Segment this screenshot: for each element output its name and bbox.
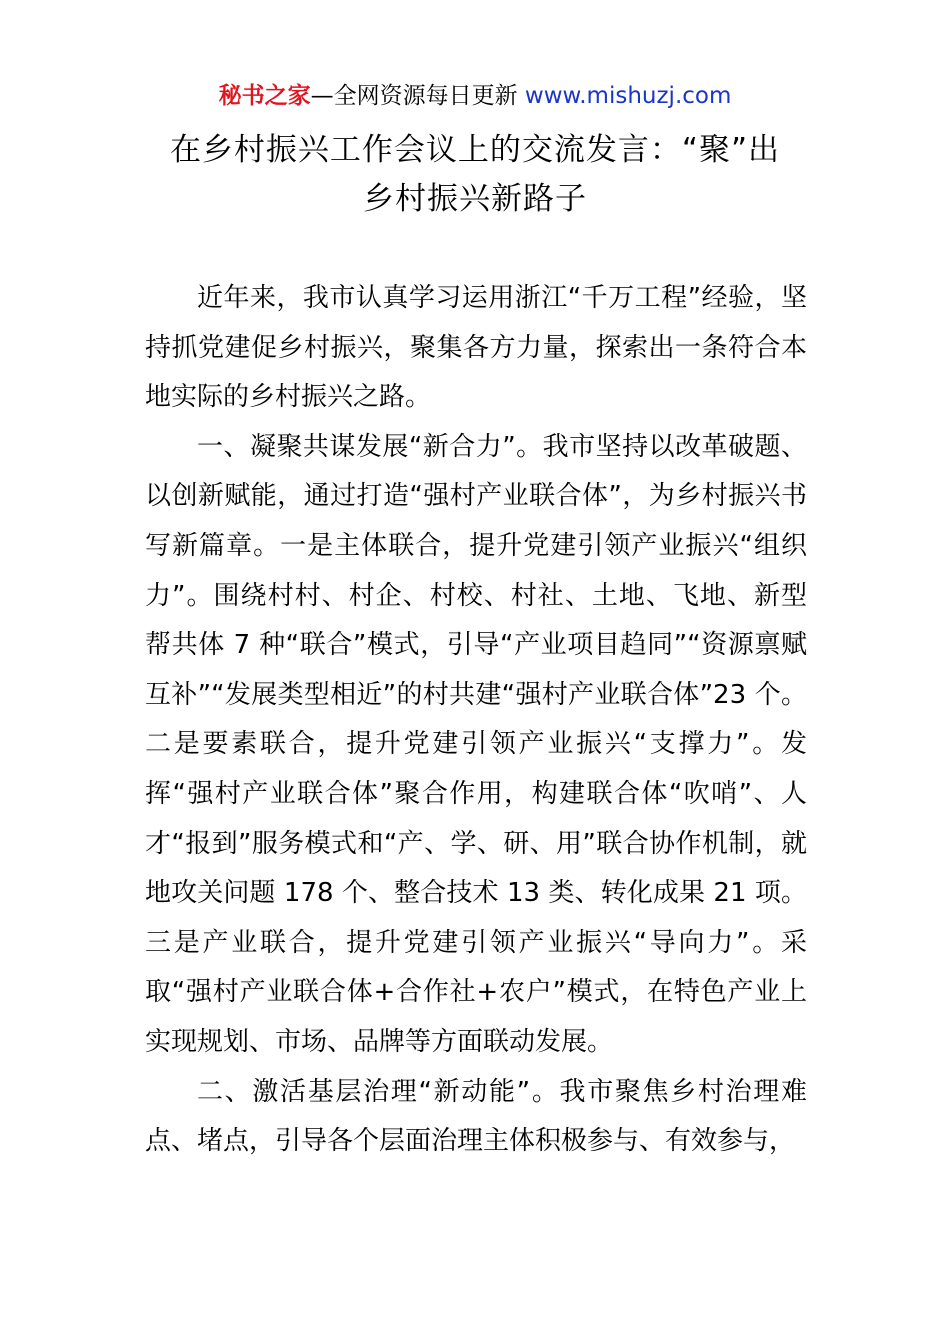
site-brand: 秘书之家 <box>218 83 311 109</box>
paragraph-section-1: 一、凝聚共谋发展“新合力”。我市坚持以改革破题、以创新赋能，通过打造“强村产业联合体”，为乡村振兴书写新篇章。一是主体联合，提升党建引领产业振兴“组织力”。围绕村村、村企、村校、村社、土地、飞地、新型帮共体 7 种“联合”模式，引导“产业项目趋同”“资源禀赋互补”“发展类型相近”的村共建“强村产业联合体”23 个。二是要素联合，提升党建引领产业振兴“支撑力”。发挥“强村产业联合体”聚合作用，构建联合体“吹哨”、人才“报到”服务模式和“产、学、研、用”联合协作机制，就地攻关问题 178 个、整合技术 13 类、转化成果 21 项。三是产业联合，提升党建引领产业振兴“导向力”。采取“强村产业联合体+合作社+农户”模式，在特色产业上实现规划、市场、品牌等方面联动发展。 <box>145 431 807 1057</box>
site-url-link[interactable]: www.mishuzj.com <box>524 83 732 109</box>
title-line-2: 乡村振兴新路子 <box>363 181 587 217</box>
paragraph-intro: 近年来，我市认真学习运用浙江“千万工程”经验，坚持抓党建促乡村振兴，聚集各方力量，探索出一条符合本地实际的乡村振兴之路。 <box>145 283 807 413</box>
document-body <box>145 274 807 1167</box>
title-line-1: 在乡村振兴工作会议上的交流发言：“聚”出 <box>169 132 781 168</box>
paragraph-section-2: 二、激活基层治理“新动能”。我市聚焦乡村治理难点、堵点，引导各个层面治理主体积极参与、有效参与， <box>145 1076 807 1157</box>
site-header <box>0 80 950 112</box>
site-slogan: —全网资源每日更新 <box>310 83 518 109</box>
document-title <box>120 126 830 224</box>
